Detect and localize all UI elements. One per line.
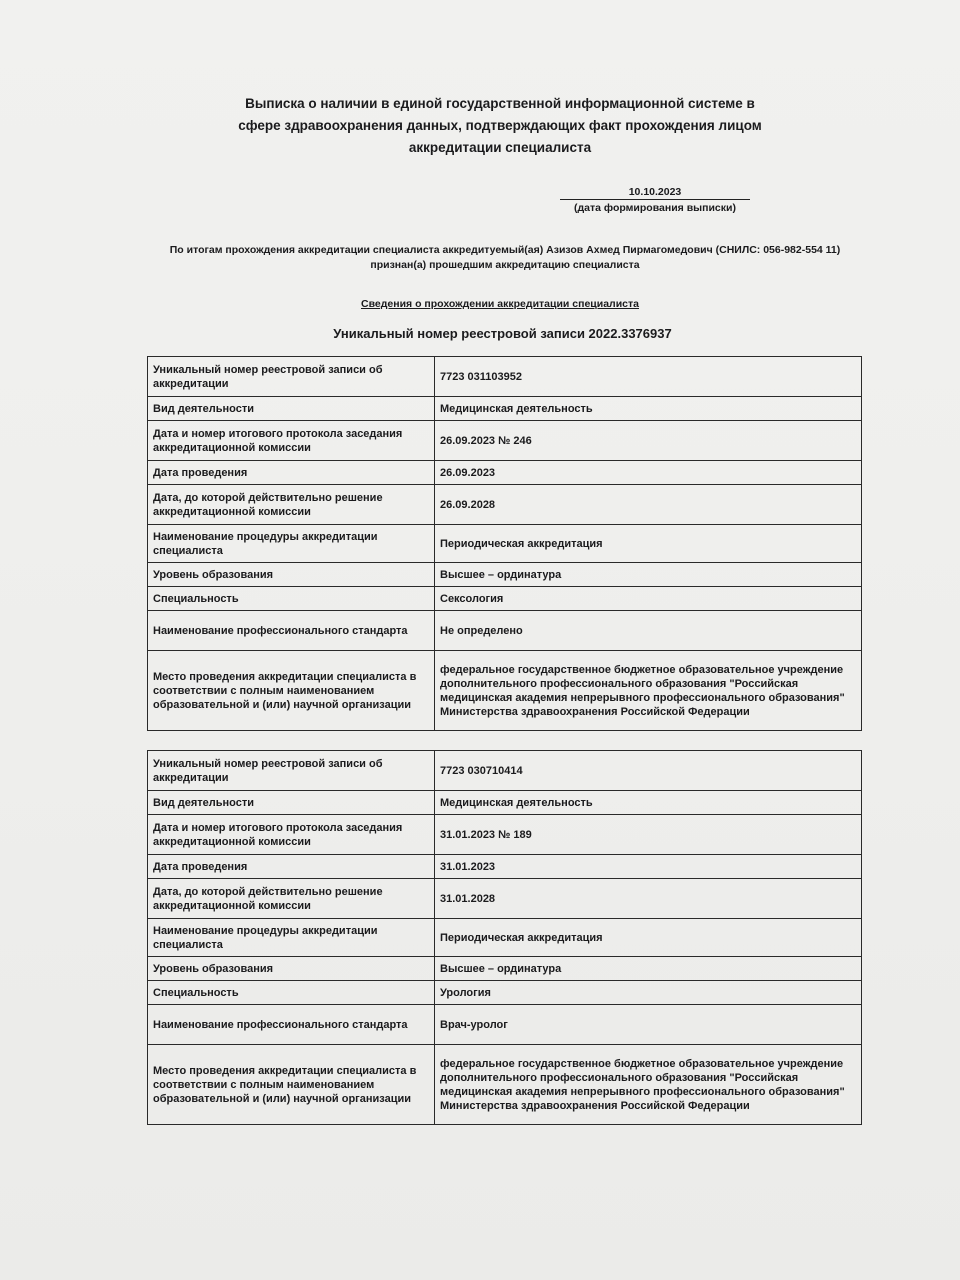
table-row [148, 421, 862, 461]
row-label: Наименование профессионального стандарта [148, 1005, 435, 1045]
intro-paragraph: По итогам прохождения аккредитации специалиста аккредитуемый(ая) Азизов Ахмед Пирмагомедович (СНИЛС: 056-982-554 11) признан(а) прошедшим аккредитацию специалиста [169, 244, 841, 271]
row-value: Высшее – ординатура [435, 563, 862, 587]
row-value: 26.09.2023 [435, 461, 862, 485]
row-value: Высшее – ординатура [435, 957, 862, 981]
table-row [148, 485, 862, 525]
registry-number: Уникальный номер реестровой записи 2022.3376937 [333, 326, 672, 341]
row-value: Периодическая аккредитация [435, 919, 862, 957]
section-title: Сведения о прохождении аккредитации специалиста [361, 298, 639, 310]
table-row [148, 587, 862, 611]
table-row [148, 957, 862, 981]
row-label: Вид деятельности [148, 791, 435, 815]
row-value: Периодическая аккредитация [435, 525, 862, 563]
table-row [148, 879, 862, 919]
row-label: Специальность [148, 981, 435, 1005]
row-value: Медицинская деятельность [435, 397, 862, 421]
row-label: Наименование профессионального стандарта [148, 611, 435, 651]
table-row [148, 397, 862, 421]
row-label: Дата проведения [148, 461, 435, 485]
row-label: Вид деятельности [148, 397, 435, 421]
row-label: Место проведения аккредитации специалиста в соответствии с полным наименованием образовательной и (или) научной организации [148, 1045, 435, 1125]
document-title: Выписка о наличии в единой государственной информационной системе в сфере здравоохранения данных, подтверждающих факт прохождения лицом аккредитации специалиста [238, 96, 762, 155]
row-label: Уникальный номер реестровой записи об аккредитации [148, 357, 435, 397]
table-row [148, 751, 862, 791]
row-label: Дата, до которой действительно решение аккредитационной комиссии [148, 485, 435, 525]
row-value: Сексология [435, 587, 862, 611]
row-label: Уникальный номер реестровой записи об аккредитации [148, 751, 435, 791]
document-date: 10.10.2023 [560, 186, 750, 200]
table-row [148, 525, 862, 563]
row-value: 7723 030710414 [435, 751, 862, 791]
row-value: Медицинская деятельность [435, 791, 862, 815]
row-value: 7723 031103952 [435, 357, 862, 397]
row-label: Уровень образования [148, 957, 435, 981]
row-label: Дата, до которой действительно решение аккредитационной комиссии [148, 879, 435, 919]
row-label: Специальность [148, 587, 435, 611]
row-label: Наименование процедуры аккредитации специалиста [148, 919, 435, 957]
table-row [148, 791, 862, 815]
table-row [148, 1005, 862, 1045]
table-row [148, 651, 862, 731]
table-row [148, 919, 862, 957]
accreditation-table-1 [147, 356, 862, 731]
row-value: 31.01.2028 [435, 879, 862, 919]
row-label: Дата и номер итогового протокола заседания аккредитационной комиссии [148, 815, 435, 855]
table-row [148, 461, 862, 485]
row-label: Дата проведения [148, 855, 435, 879]
table-row [148, 815, 862, 855]
table-row [148, 611, 862, 651]
row-value: 31.01.2023 № 189 [435, 815, 862, 855]
accreditation-table-2 [147, 750, 862, 1125]
date-caption: (дата формирования выписки) [574, 202, 736, 214]
row-value: 31.01.2023 [435, 855, 862, 879]
row-value: Врач-уролог [435, 1005, 862, 1045]
table-row [148, 357, 862, 397]
row-value: федеральное государственное бюджетное образовательное учреждение дополнительного профессионального образования "Российская медицинская академия непрерывного профессионального образования" Министерства здравоохранения Российской Федерации [435, 1045, 862, 1125]
row-value: Урология [435, 981, 862, 1005]
row-value: Не определено [435, 611, 862, 651]
row-value: 26.09.2023 № 246 [435, 421, 862, 461]
row-label: Место проведения аккредитации специалиста в соответствии с полным наименованием образовательной и (или) научной организации [148, 651, 435, 731]
table-row [148, 981, 862, 1005]
table-row [148, 855, 862, 879]
table-row [148, 563, 862, 587]
table-row [148, 1045, 862, 1125]
row-value: 26.09.2028 [435, 485, 862, 525]
row-label: Дата и номер итогового протокола заседания аккредитационной комиссии [148, 421, 435, 461]
row-value: федеральное государственное бюджетное образовательное учреждение дополнительного профессионального образования "Российская медицинская академия непрерывного профессионального образования" Министерства здравоохранения Российской Федерации [435, 651, 862, 731]
row-label: Уровень образования [148, 563, 435, 587]
row-label: Наименование процедуры аккредитации специалиста [148, 525, 435, 563]
date-block [560, 186, 750, 214]
